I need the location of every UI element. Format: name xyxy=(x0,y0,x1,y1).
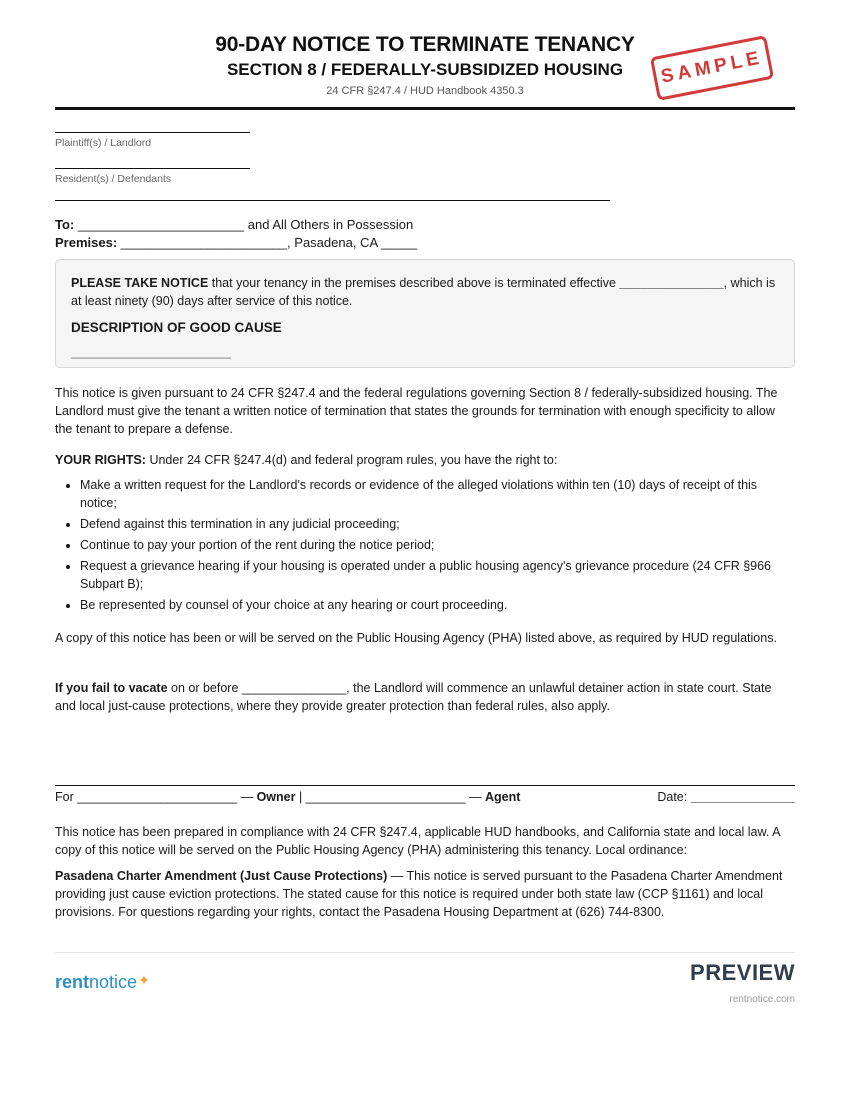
to-line xyxy=(55,217,413,232)
preview-label: PREVIEW xyxy=(690,960,795,985)
resident-field xyxy=(55,168,250,185)
logo-rent: rent xyxy=(55,972,90,992)
rights-intro: Under 24 CFR §247.4(d) and federal program rules, you have the right to: xyxy=(145,453,558,467)
ordinance-title: Pasadena Charter Amendment (Just Cause Protections) xyxy=(55,869,388,883)
agent-label: Agent xyxy=(485,790,521,804)
list-item: • Be represented by counsel of your choice at any hearing or court proceeding. xyxy=(80,596,795,614)
good-cause-heading: DESCRIPTION OF GOOD CAUSE xyxy=(71,320,282,335)
to-label: To: xyxy=(55,217,75,232)
plaintiff-field xyxy=(55,132,250,149)
resident-line xyxy=(55,168,250,169)
list-item: • Request a grievance hearing if your housing is operated under a public housing agency's grievance procedure (24 CFR §966 Subpart B); xyxy=(80,557,795,593)
premises-label: Premises: xyxy=(55,235,118,250)
site-url: rentnotice.com xyxy=(729,994,795,1005)
date-label: Date: xyxy=(657,790,691,804)
local-ordinance-paragraph xyxy=(55,867,795,921)
sparkle-icon: ✦ xyxy=(138,972,150,988)
signature-divider xyxy=(55,785,795,786)
rights-heading xyxy=(55,451,795,469)
termination-notice-box xyxy=(55,259,795,368)
plaintiff-label: Plaintiff(s) / Landlord xyxy=(55,137,152,149)
list-item: • Make a written request for the Landlord's records or evidence of the alleged violations within ten (10) days of receipt of this notice; xyxy=(80,476,795,512)
notice-lead: PLEASE TAKE NOTICE xyxy=(71,276,209,290)
termination-statement xyxy=(71,274,779,310)
notice-text: that your tenancy in the premises described above is terminated effective xyxy=(208,276,620,290)
to-value: _______________________ and All Others in Possession xyxy=(74,217,414,232)
premises-value: _______________________, Pasadena, CA _____ xyxy=(117,235,418,250)
footer-divider xyxy=(55,952,795,953)
list-item: • Continue to pay your portion of the rent during the notice period; xyxy=(80,536,795,554)
vacate-paragraph xyxy=(55,679,795,715)
signature-block xyxy=(55,790,520,804)
logo-notice: notice xyxy=(89,972,138,992)
document-subtitle: SECTION 8 / FEDERALLY-SUBSIDIZED HOUSING xyxy=(226,60,624,79)
rights-list xyxy=(55,476,795,617)
pha-copy-paragraph: A copy of this notice has been or will be served on the Public Housing Agency (PHA) listed above, as required by HUD regulations. xyxy=(55,631,777,645)
ordinance-text: — This notice is served pursuant to the Pasadena Charter Amendment providing just cause eviction protections. The stated cause for this notice is required under both state law (CCP §1161) and local provisions. For questions regarding your rights, contact the Pasadena Housing Department at (626) 744-8300. xyxy=(55,869,783,919)
agent-blank: | _______________________ — xyxy=(295,790,486,804)
date-field xyxy=(657,790,795,804)
plaintiff-line xyxy=(55,132,250,133)
intro-paragraph: This notice is given pursuant to 24 CFR §247.4 and the federal regulations governing Section 8 / federally-subsidized housing. The Landlord must give the tenant a written notice of termination that states the grounds for termination with enough specificity to allow the tenant to prepare a defense. xyxy=(55,386,778,436)
owner-label: Owner xyxy=(256,790,296,804)
caption-divider xyxy=(55,200,610,201)
document-title: 90-DAY NOTICE TO TERMINATE TENANCY xyxy=(215,33,635,56)
regulation-citation: 24 CFR §247.4 / HUD Handbook 4350.3 xyxy=(326,85,524,97)
rentnotice-logo xyxy=(55,972,150,993)
effective-date-blank: _______________ xyxy=(619,276,724,290)
sample-stamp: SAMPLE xyxy=(650,35,774,101)
good-cause-blank: _______________________ xyxy=(71,345,231,359)
premises-line xyxy=(55,235,417,250)
notice-tail: , which is at least ninety (90) days after service of this notice. xyxy=(71,276,776,308)
rights-label: YOUR RIGHTS: xyxy=(55,453,146,467)
vacate-text: on or before _______________, the Landlord will commence an unlawful detainer action in state court. State and local just-cause protections, where they provide greater protection than federal rules, also apply. xyxy=(55,681,772,713)
compliance-paragraph: This notice has been prepared in compliance with 24 CFR §247.4, applicable HUD handbooks, and California state and local law. A copy of this notice will be served on the Public Housing Agency (PHA) administering this tenancy. Local ordinance: xyxy=(55,825,780,857)
vacate-label: If you fail to vacate xyxy=(55,681,168,695)
list-item: • Defend against this termination in any judicial proceeding; xyxy=(80,515,795,533)
header-divider xyxy=(55,107,795,110)
date-blank: _______________ xyxy=(690,790,795,804)
for-blank: For _______________________ — xyxy=(55,790,257,804)
resident-label: Resident(s) / Defendants xyxy=(55,173,172,185)
